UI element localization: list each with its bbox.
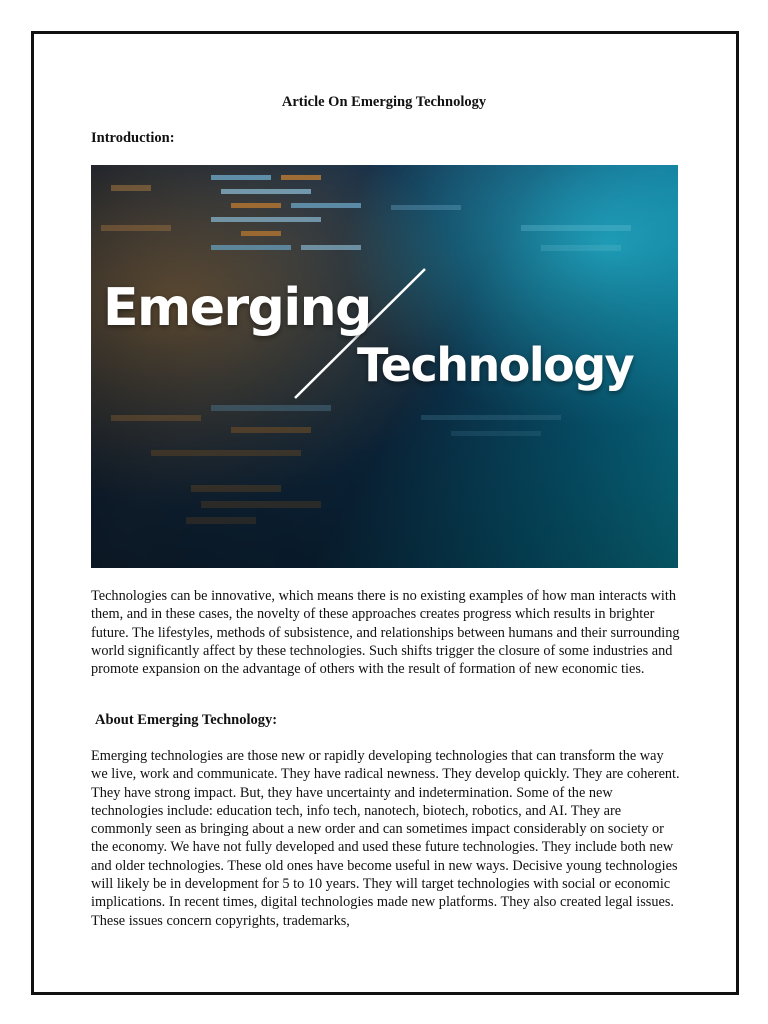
hero-image (91, 165, 678, 568)
hero-text-technology: Technology (357, 338, 634, 392)
introduction-heading: Introduction: (91, 130, 175, 146)
document-title: Article On Emerging Technology (281, 94, 487, 110)
about-paragraph: Emerging technologies are those new or rapidly developing technologies that can transform the way we live, work and communicate. They have radical newness. They develop quickly. They are coherent. They have strong impact. But, they have uncertainty and indetermination. Some of the new technologies include: education tech, info tech, nanotech, biotech, robotics, and AI. They are commonly seen as bringing about a new order and can sometimes impact considerably on society or the economy. We have not fully developed and used these future technologies. They include both new and older technologies. These old ones have become useful in new ways. Decisive young technologies will likely be in development for 5 to 10 years. They will target technologies with social or economic implications. In recent times, digital technologies made new platforms. They also created legal issues. These issues concern copyrights, trademarks, (91, 748, 680, 929)
introduction-paragraph: Technologies can be innovative, which means there is no existing examples of how man interacts with them, and in these cases, the novelty of these approaches creates progress which results in brighter future. The lifestyles, methods of subsistence, and relationships between humans and their surrounding world significantly affect by these technologies. Such shifts trigger the closure of some industries and promote expansion on the advantage of others with the result of formation of new economic ties. (91, 588, 680, 678)
about-heading: About Emerging Technology: (95, 712, 278, 728)
hero-text-emerging: Emerging (103, 278, 371, 338)
